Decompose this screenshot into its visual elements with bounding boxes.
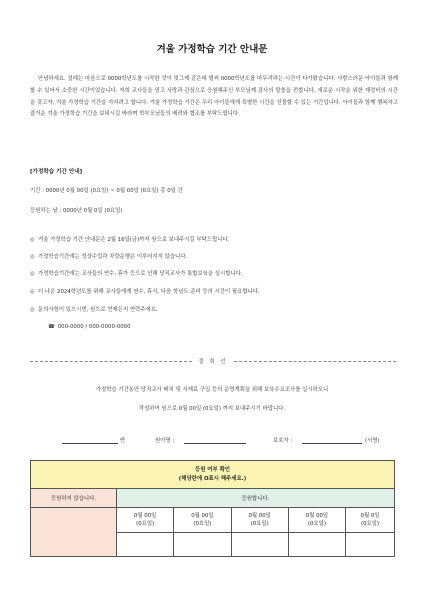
note-text: 겨울 가정학습 기간 안내문은 2월 16일(금)까지 원으로 보내주시길 부탁드립니다. xyxy=(38,237,230,243)
note-bullet-icon: ◎ xyxy=(30,307,35,313)
note-bullet-icon: ◎ xyxy=(30,237,35,243)
period-text: 기간 : 0000년 0월 00일 (0요일) ~ 0월 00일 (0요일) 총 0일 간 xyxy=(30,188,183,194)
date-text: 0월 00일 xyxy=(248,513,271,519)
date-cell xyxy=(117,508,174,533)
date-text: 0월 0일 xyxy=(360,513,380,519)
date-cell xyxy=(231,508,288,533)
cut-label: 절 취 선 xyxy=(198,359,228,365)
form-header-instruction: (해당란에 O표시 해주세요.) xyxy=(178,475,247,482)
attendance-mark-cell[interactable] xyxy=(174,533,231,557)
date-cell xyxy=(288,508,345,533)
day-text: (0요일) xyxy=(193,521,212,527)
day-text: (0요일) xyxy=(361,521,380,527)
signature-label: (서명) xyxy=(365,438,380,444)
date-cell xyxy=(346,508,395,533)
telephone-icon: ☎ xyxy=(48,324,55,330)
child-name-blank[interactable] xyxy=(184,443,246,444)
day-text: (0요일) xyxy=(307,521,326,527)
guardian-label: 보호자 : xyxy=(273,438,293,444)
date-text: 0월 00일 xyxy=(133,513,157,519)
note-text: 가정학습기간에는 교사들의 연수, 휴가 등으로 인해 당직교사가 통합보육을 실시합니다. xyxy=(38,271,243,277)
note-text: 문의사항이 있으시면, 원으로 언제든지 연락주세요. xyxy=(38,307,158,313)
day-text: (0요일) xyxy=(250,521,269,527)
document-title: 겨울 가정학습 기간 안내문 xyxy=(156,44,268,55)
intro-paragraph: 안녕하세요. 설레는 마음으로 0000학년도를 시작한 것이 엊그제 같은데 벌써 0000학년도를 마무리하는 시간이 다가왔습니다. 사랑스러운 아이들과 함께 할 수 있어서 소중한 시간이었습니다. 저희 교사들을 믿고 사랑과 관심으로 응원해주신 부모님께 감사의 말씀을 전합니다. 새로운 시작을 위한 재정비의 시간을 갖고자, 겨울 가정학습 기간을 가지려고 합니다. 겨울 가정학습 기간은 우리 아이들에게 특별한 시간을 선물할 수 있는 기간입니다. 아이들과 함께 행복하고 즐거운 겨울 가정학습 기간을 보내시길 바라며 학부모님들의 배려와 협조를 부탁드립니다. xyxy=(30,76,398,118)
cut-line xyxy=(30,357,396,365)
cut-dash-right xyxy=(234,361,396,362)
date-cell xyxy=(174,508,231,533)
note-item xyxy=(30,305,158,313)
attendance-form-table xyxy=(30,460,395,557)
guardian-blank[interactable] xyxy=(302,443,362,444)
request-line-2: 작성하여 원으로 0월 00일 (0요일) 까지 보내주시기 바랍니다. xyxy=(138,406,286,412)
section-heading: [가정학습 기간 안내] xyxy=(30,169,83,175)
request-line-1: 가정학습 기간동안 당직교사 배치 및 식재료 구입 등의 운영계획을 위해 보육수요조사를 실시하오니 xyxy=(95,387,329,393)
cut-dash-left xyxy=(30,361,192,362)
date-text: 0월 00일 xyxy=(191,513,214,519)
note-text: 더 나은 2024학년도를 위해 교사들에게 연수, 휴식, 다음 학년도 준비 등의 시간이 필요합니다. xyxy=(38,289,260,295)
note-text: 가정학습기간에는 정상수업과 차량운행은 이루어지지 않습니다. xyxy=(38,254,188,260)
contact-numbers: 000-0000 / 000-0000-0000 xyxy=(57,324,131,330)
attending-label: 등원합니다. xyxy=(117,489,395,508)
date-text: 0월 00일 xyxy=(305,513,329,519)
class-label: 반 xyxy=(120,438,126,444)
note-bullet-icon: ◎ xyxy=(30,254,35,260)
note-item xyxy=(30,287,260,295)
day-text: (0요일) xyxy=(136,521,155,527)
note-item xyxy=(30,252,187,260)
attendance-mark-cell[interactable] xyxy=(346,533,395,557)
note-bullet-icon: ◎ xyxy=(30,271,35,277)
contact-line xyxy=(48,324,131,330)
attendance-mark-cell[interactable] xyxy=(288,533,345,557)
form-header xyxy=(31,461,395,489)
return-day-text: 등원하는 날 : 0000년 0월 0일 (0요일) xyxy=(30,208,123,214)
child-name-label: 원아명 : xyxy=(155,438,175,444)
attendance-mark-cell[interactable] xyxy=(117,533,174,557)
form-header-title: 등원 여부 확인 xyxy=(195,466,230,473)
note-item xyxy=(30,235,229,243)
class-blank[interactable] xyxy=(62,443,118,444)
note-bullet-icon: ◎ xyxy=(30,289,35,295)
not-attending-mark-cell[interactable] xyxy=(31,508,117,557)
attendance-mark-cell[interactable] xyxy=(231,533,288,557)
not-attending-label: 등원하지 않습니다. xyxy=(31,489,117,508)
note-item xyxy=(30,269,243,277)
